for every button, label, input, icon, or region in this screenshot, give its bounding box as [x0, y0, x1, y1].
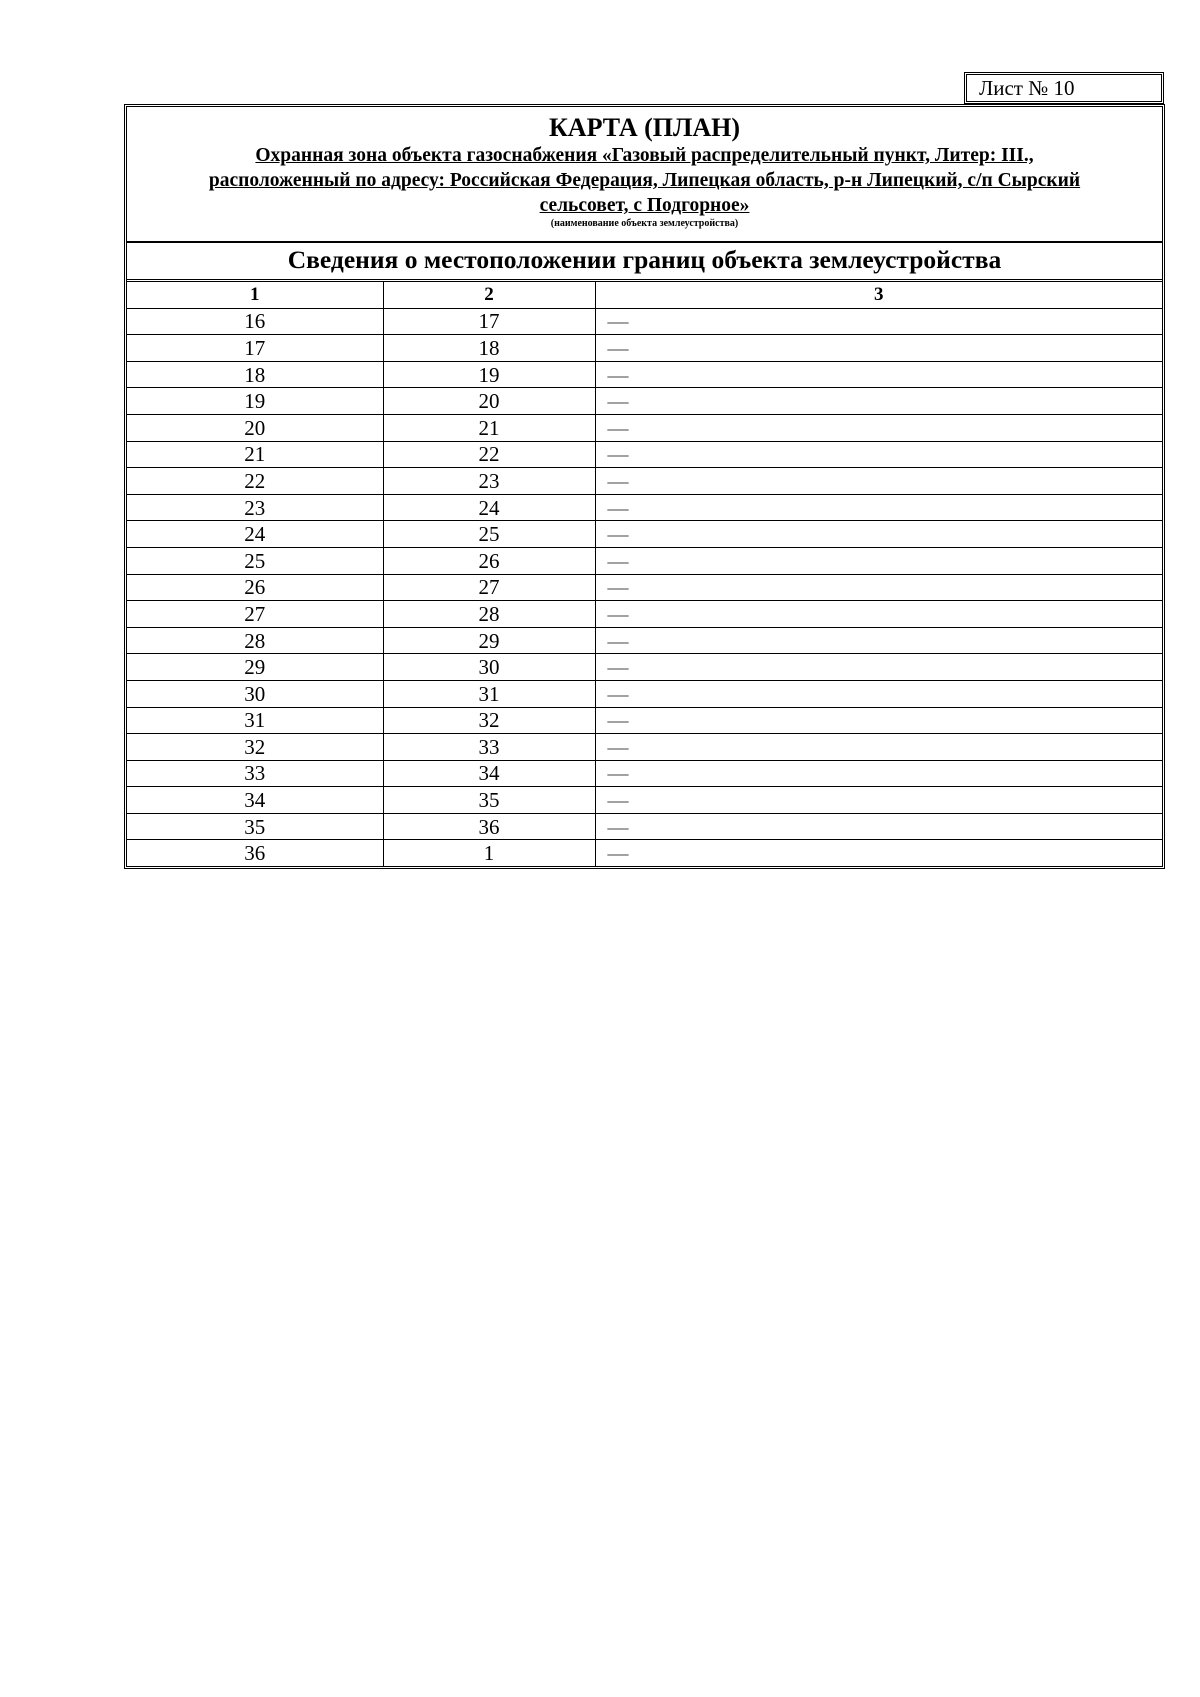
point-from-cell: 32: [127, 734, 383, 761]
document-title: КАРТА (ПЛАН): [548, 113, 741, 142]
point-from-cell: 26: [127, 574, 383, 601]
table-body: [127, 308, 1162, 866]
point-to-cell: 20: [383, 388, 595, 415]
point-from-cell: 20: [127, 414, 383, 441]
description-cell: —: [595, 414, 1162, 441]
sheet-number-box: [964, 72, 1164, 104]
point-from-cell: 16: [127, 308, 383, 335]
title-block: [127, 107, 1162, 243]
column-header-3: 3: [595, 282, 1162, 308]
description-cell: —: [595, 787, 1162, 814]
description-cell: —: [595, 335, 1162, 362]
table-row: [127, 840, 1162, 866]
document-frame: [124, 104, 1165, 869]
point-to-cell: 33: [383, 734, 595, 761]
description-cell: —: [595, 388, 1162, 415]
table-row: [127, 494, 1162, 521]
description-cell: —: [595, 654, 1162, 681]
point-to-cell: 32: [383, 707, 595, 734]
table-header-row: [127, 282, 1162, 308]
table-row: [127, 521, 1162, 548]
point-from-cell: 23: [127, 494, 383, 521]
description-cell: —: [595, 680, 1162, 707]
point-from-cell: 27: [127, 601, 383, 628]
table-row: [127, 361, 1162, 388]
point-from-cell: 33: [127, 760, 383, 787]
point-to-cell: 29: [383, 627, 595, 654]
description-cell: —: [595, 840, 1162, 866]
description-cell: —: [595, 813, 1162, 840]
point-from-cell: 19: [127, 388, 383, 415]
table-row: [127, 813, 1162, 840]
sheet-number: Лист № 10: [979, 76, 1075, 100]
object-name-line-3: сельсовет, с Подгорное»: [539, 195, 750, 216]
point-to-cell: 22: [383, 441, 595, 468]
table-row: [127, 414, 1162, 441]
point-to-cell: 17: [383, 308, 595, 335]
point-to-cell: 30: [383, 654, 595, 681]
point-from-cell: 21: [127, 441, 383, 468]
description-cell: —: [595, 494, 1162, 521]
point-to-cell: 24: [383, 494, 595, 521]
object-name-caption: (наименование объекта землеустройства): [550, 218, 739, 229]
description-cell: —: [595, 521, 1162, 548]
description-cell: —: [595, 361, 1162, 388]
section-title: Сведения о местоположении границ объекта землеустройства: [127, 243, 1162, 282]
table-row: [127, 308, 1162, 335]
point-to-cell: 36: [383, 813, 595, 840]
description-cell: —: [595, 308, 1162, 335]
table-row: [127, 468, 1162, 495]
point-to-cell: 25: [383, 521, 595, 548]
description-cell: —: [595, 601, 1162, 628]
column-header-1: 1: [127, 282, 383, 308]
table-row: [127, 734, 1162, 761]
point-to-cell: 31: [383, 680, 595, 707]
point-to-cell: 35: [383, 787, 595, 814]
description-cell: —: [595, 734, 1162, 761]
table-row: [127, 787, 1162, 814]
boundary-table: [127, 282, 1162, 866]
point-from-cell: 29: [127, 654, 383, 681]
object-name-line-2: расположенный по адресу: Российская Федерация, Липецкая область, р-н Липецкий, с/п Сырский: [208, 170, 1081, 191]
description-cell: —: [595, 760, 1162, 787]
description-cell: —: [595, 547, 1162, 574]
point-from-cell: 25: [127, 547, 383, 574]
table-row: [127, 441, 1162, 468]
description-cell: —: [595, 627, 1162, 654]
point-from-cell: 36: [127, 840, 383, 866]
description-cell: —: [595, 441, 1162, 468]
object-name-line-1: Охранная зона объекта газоснабжения «Газовый распределительный пункт, Литер: III.,: [255, 145, 1034, 166]
point-from-cell: 17: [127, 335, 383, 362]
table-row: [127, 547, 1162, 574]
description-cell: —: [595, 574, 1162, 601]
table-row: [127, 388, 1162, 415]
table-row: [127, 627, 1162, 654]
table-row: [127, 680, 1162, 707]
column-header-2: 2: [383, 282, 595, 308]
table-row: [127, 574, 1162, 601]
table-row: [127, 760, 1162, 787]
table-row: [127, 654, 1162, 681]
point-from-cell: 24: [127, 521, 383, 548]
point-to-cell: 34: [383, 760, 595, 787]
description-cell: —: [595, 707, 1162, 734]
point-from-cell: 18: [127, 361, 383, 388]
table-row: [127, 601, 1162, 628]
point-to-cell: 21: [383, 414, 595, 441]
table-row: [127, 335, 1162, 362]
point-to-cell: 1: [383, 840, 595, 866]
point-from-cell: 28: [127, 627, 383, 654]
point-from-cell: 35: [127, 813, 383, 840]
point-from-cell: 34: [127, 787, 383, 814]
point-to-cell: 27: [383, 574, 595, 601]
description-cell: —: [595, 468, 1162, 495]
point-to-cell: 26: [383, 547, 595, 574]
point-to-cell: 19: [383, 361, 595, 388]
point-from-cell: 30: [127, 680, 383, 707]
point-from-cell: 22: [127, 468, 383, 495]
point-from-cell: 31: [127, 707, 383, 734]
point-to-cell: 23: [383, 468, 595, 495]
point-to-cell: 18: [383, 335, 595, 362]
table-row: [127, 707, 1162, 734]
point-to-cell: 28: [383, 601, 595, 628]
